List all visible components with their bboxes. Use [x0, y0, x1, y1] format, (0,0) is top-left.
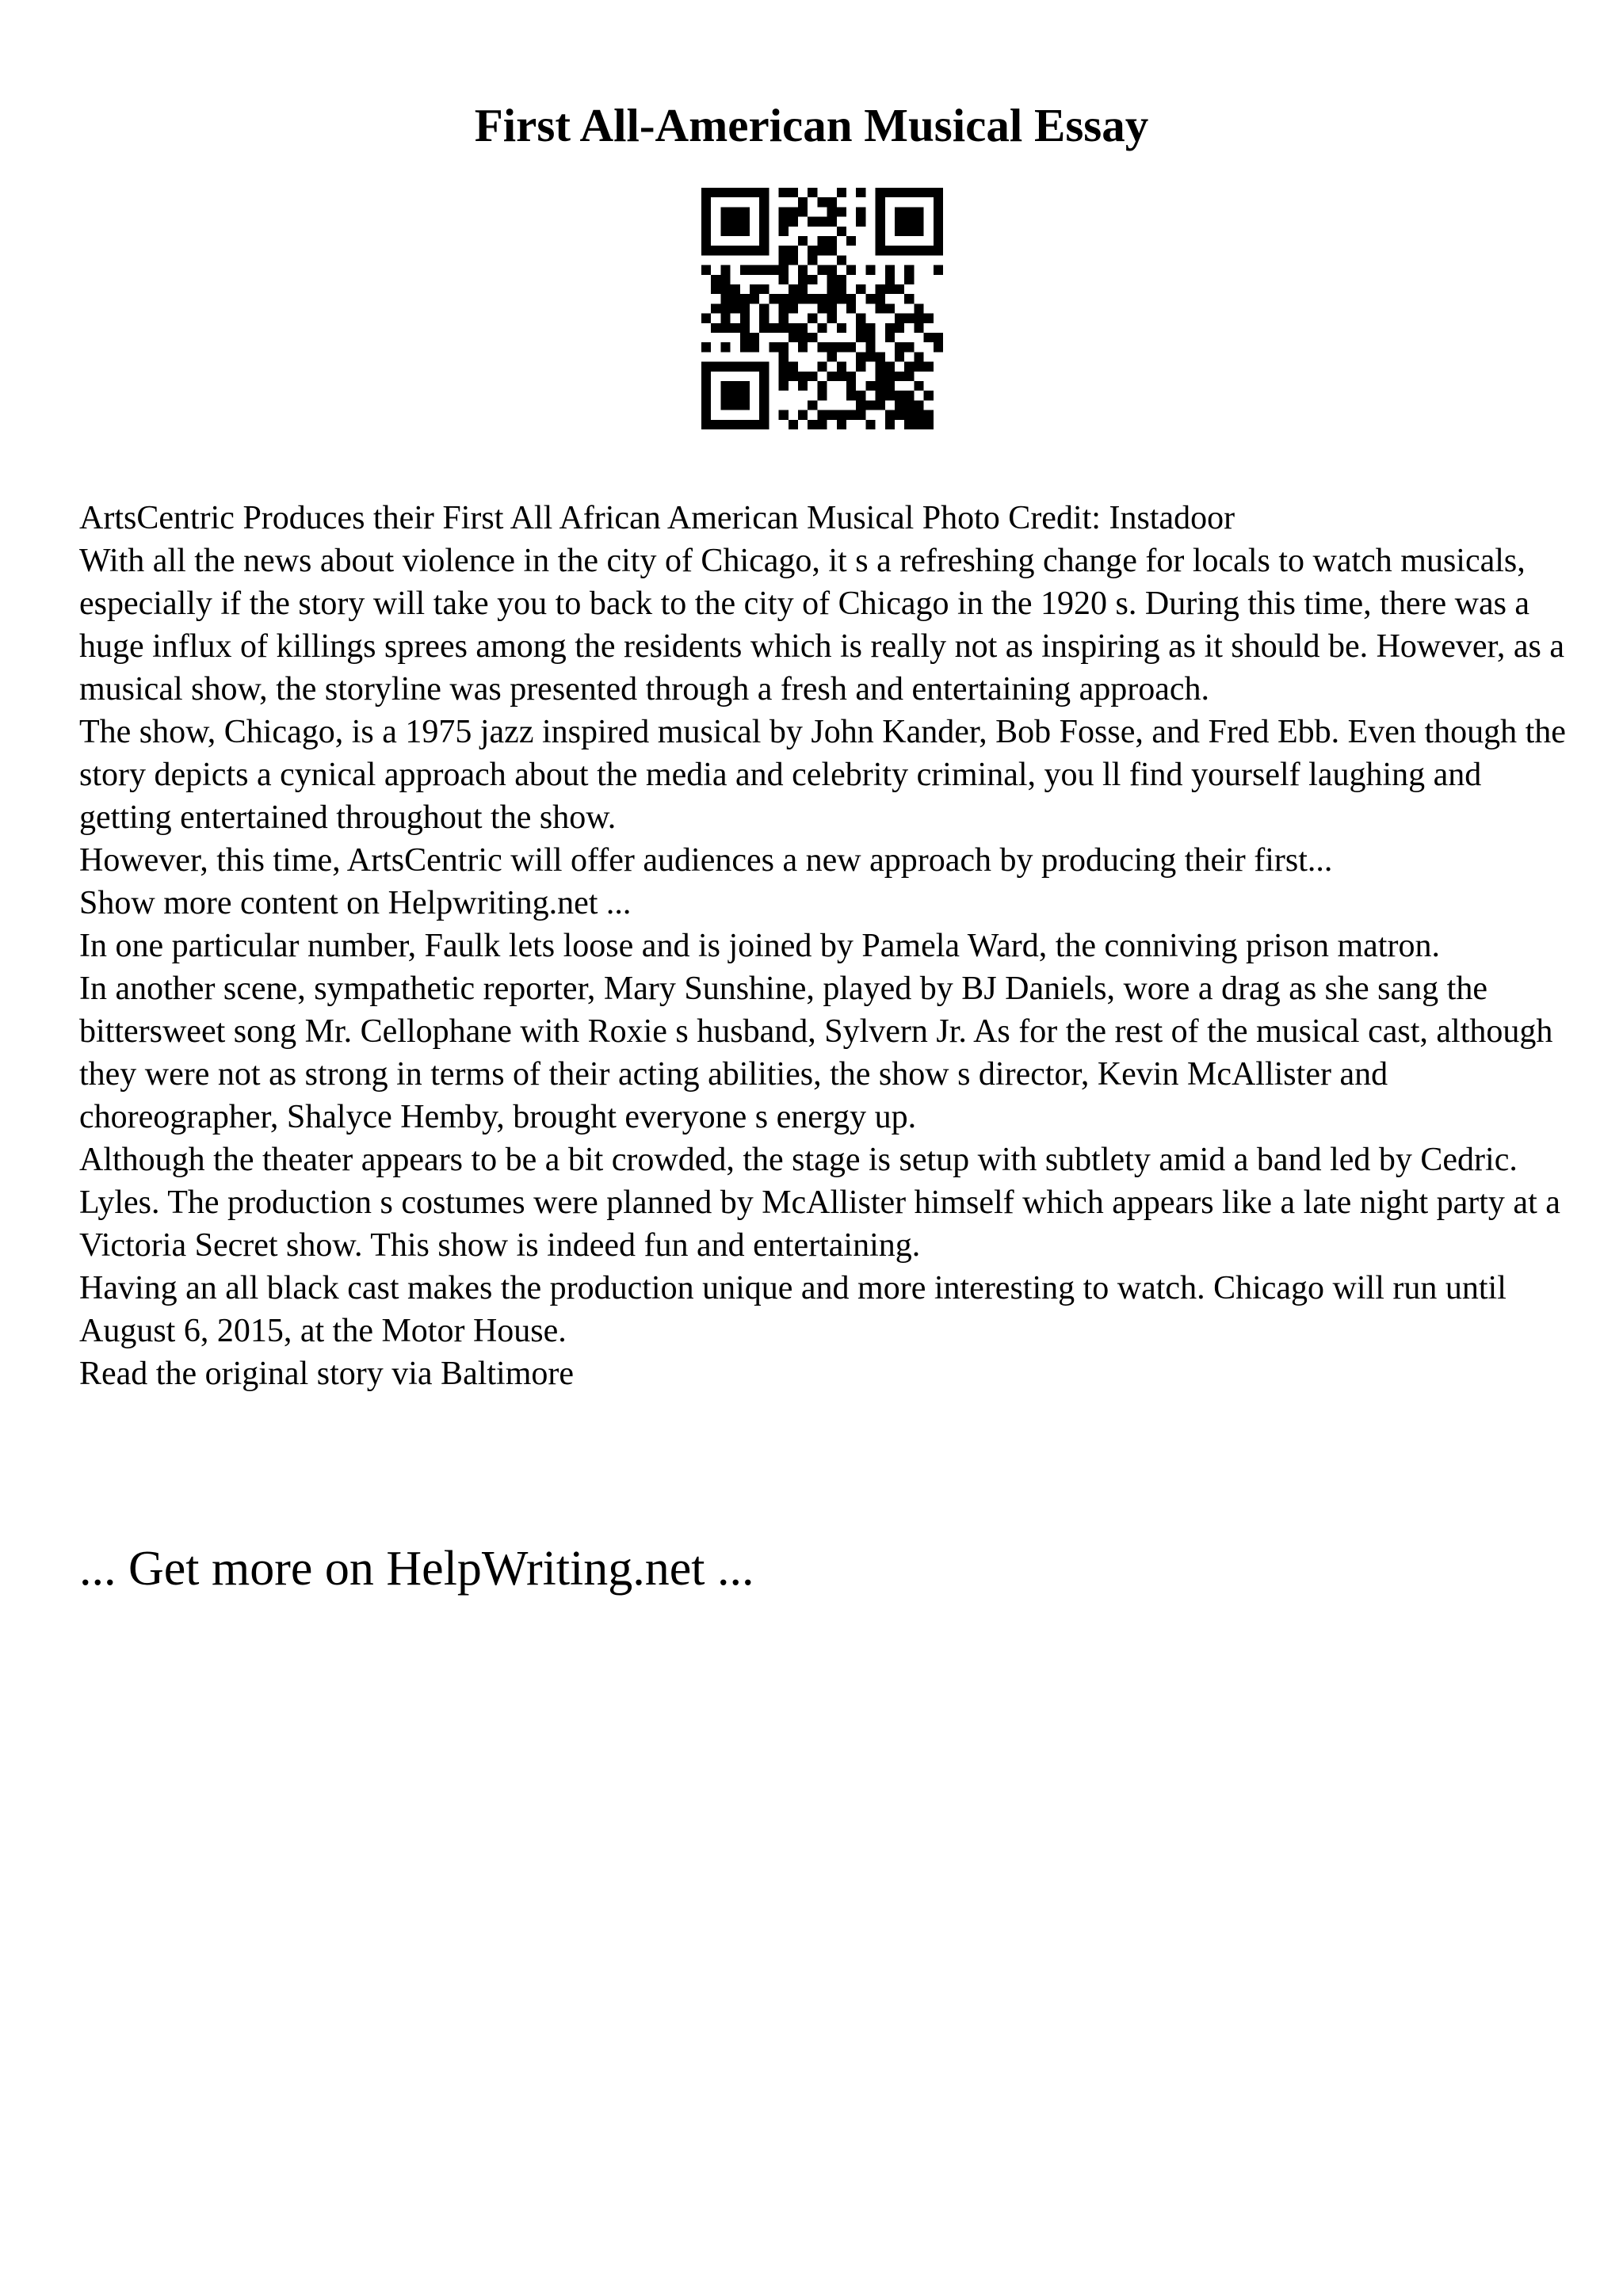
paragraph-intro: With all the news about violence in the city of Chicago, it s a refreshing change for locals to watch musicals, especially if the story will take you to back to the city of Chicago in the 1920 s. During this time, there was a huge influx of killings sprees among the residents which is really not as inspiring as it should be. However, as a musical show, the storyline was presented through a fresh and entertaining approach. — [79, 543, 1564, 707]
qr-code-icon — [701, 188, 943, 429]
paragraph-faulk: In one particular number, Faulk lets loose and is joined by Pamela Ward, the conniving prison matron. — [79, 928, 1440, 964]
show-more-link[interactable]: Show more content on Helpwriting.net ... — [79, 885, 632, 921]
paragraph-theater: Although the theater appears to be a bit crowded, the stage is setup with subtlety amid a band led by Cedric. Lyles. The production s costumes were planned by McAllister himself which appears like a late night party at a Victoria Secret show. This show is indeed fun and entertaining. — [79, 1142, 1560, 1264]
paragraph-all-black-cast: Having an all black cast makes the production unique and more interesting to watch. Chicago will run until August 6, 2015, at the Motor House. — [79, 1270, 1507, 1349]
paragraph-read-original: Read the original story via Baltimore — [79, 1356, 575, 1392]
paragraph-photo-credit: ArtsCentric Produces their First All African American Musical Photo Credit: Instadoor — [79, 500, 1235, 536]
paragraph-mary-sunshine: In another scene, sympathetic reporter, Mary Sunshine, played by BJ Daniels, wore a drag as she sang the bittersweet song Mr. Cellophane with Roxie s husband, Sylvern Jr. As for the rest of the musical cast, although they were not as strong in terms of their acting abilities, the show s director, Kevin McAllister and choreographer, Shalyce Hemby, brought everyone s energy up. — [79, 971, 1553, 1135]
page-title: First All-American Musical Essay — [474, 99, 1149, 151]
get-more-link[interactable]: ... Get more on HelpWriting.net ... — [79, 1542, 754, 1596]
paragraph-show-description: The show, Chicago, is a 1975 jazz inspired musical by John Kander, Bob Fosse, and Fred Ebb. Even though the story depicts a cynical approach about the media and celebrity criminal, you ll find yourself laughing and getting entertained throughout the show. — [79, 714, 1566, 836]
essay-body — [79, 497, 1569, 1395]
paragraph-new-approach: However, this time, ArtsCentric will offer audiences a new approach by producing their first... — [79, 842, 1333, 879]
